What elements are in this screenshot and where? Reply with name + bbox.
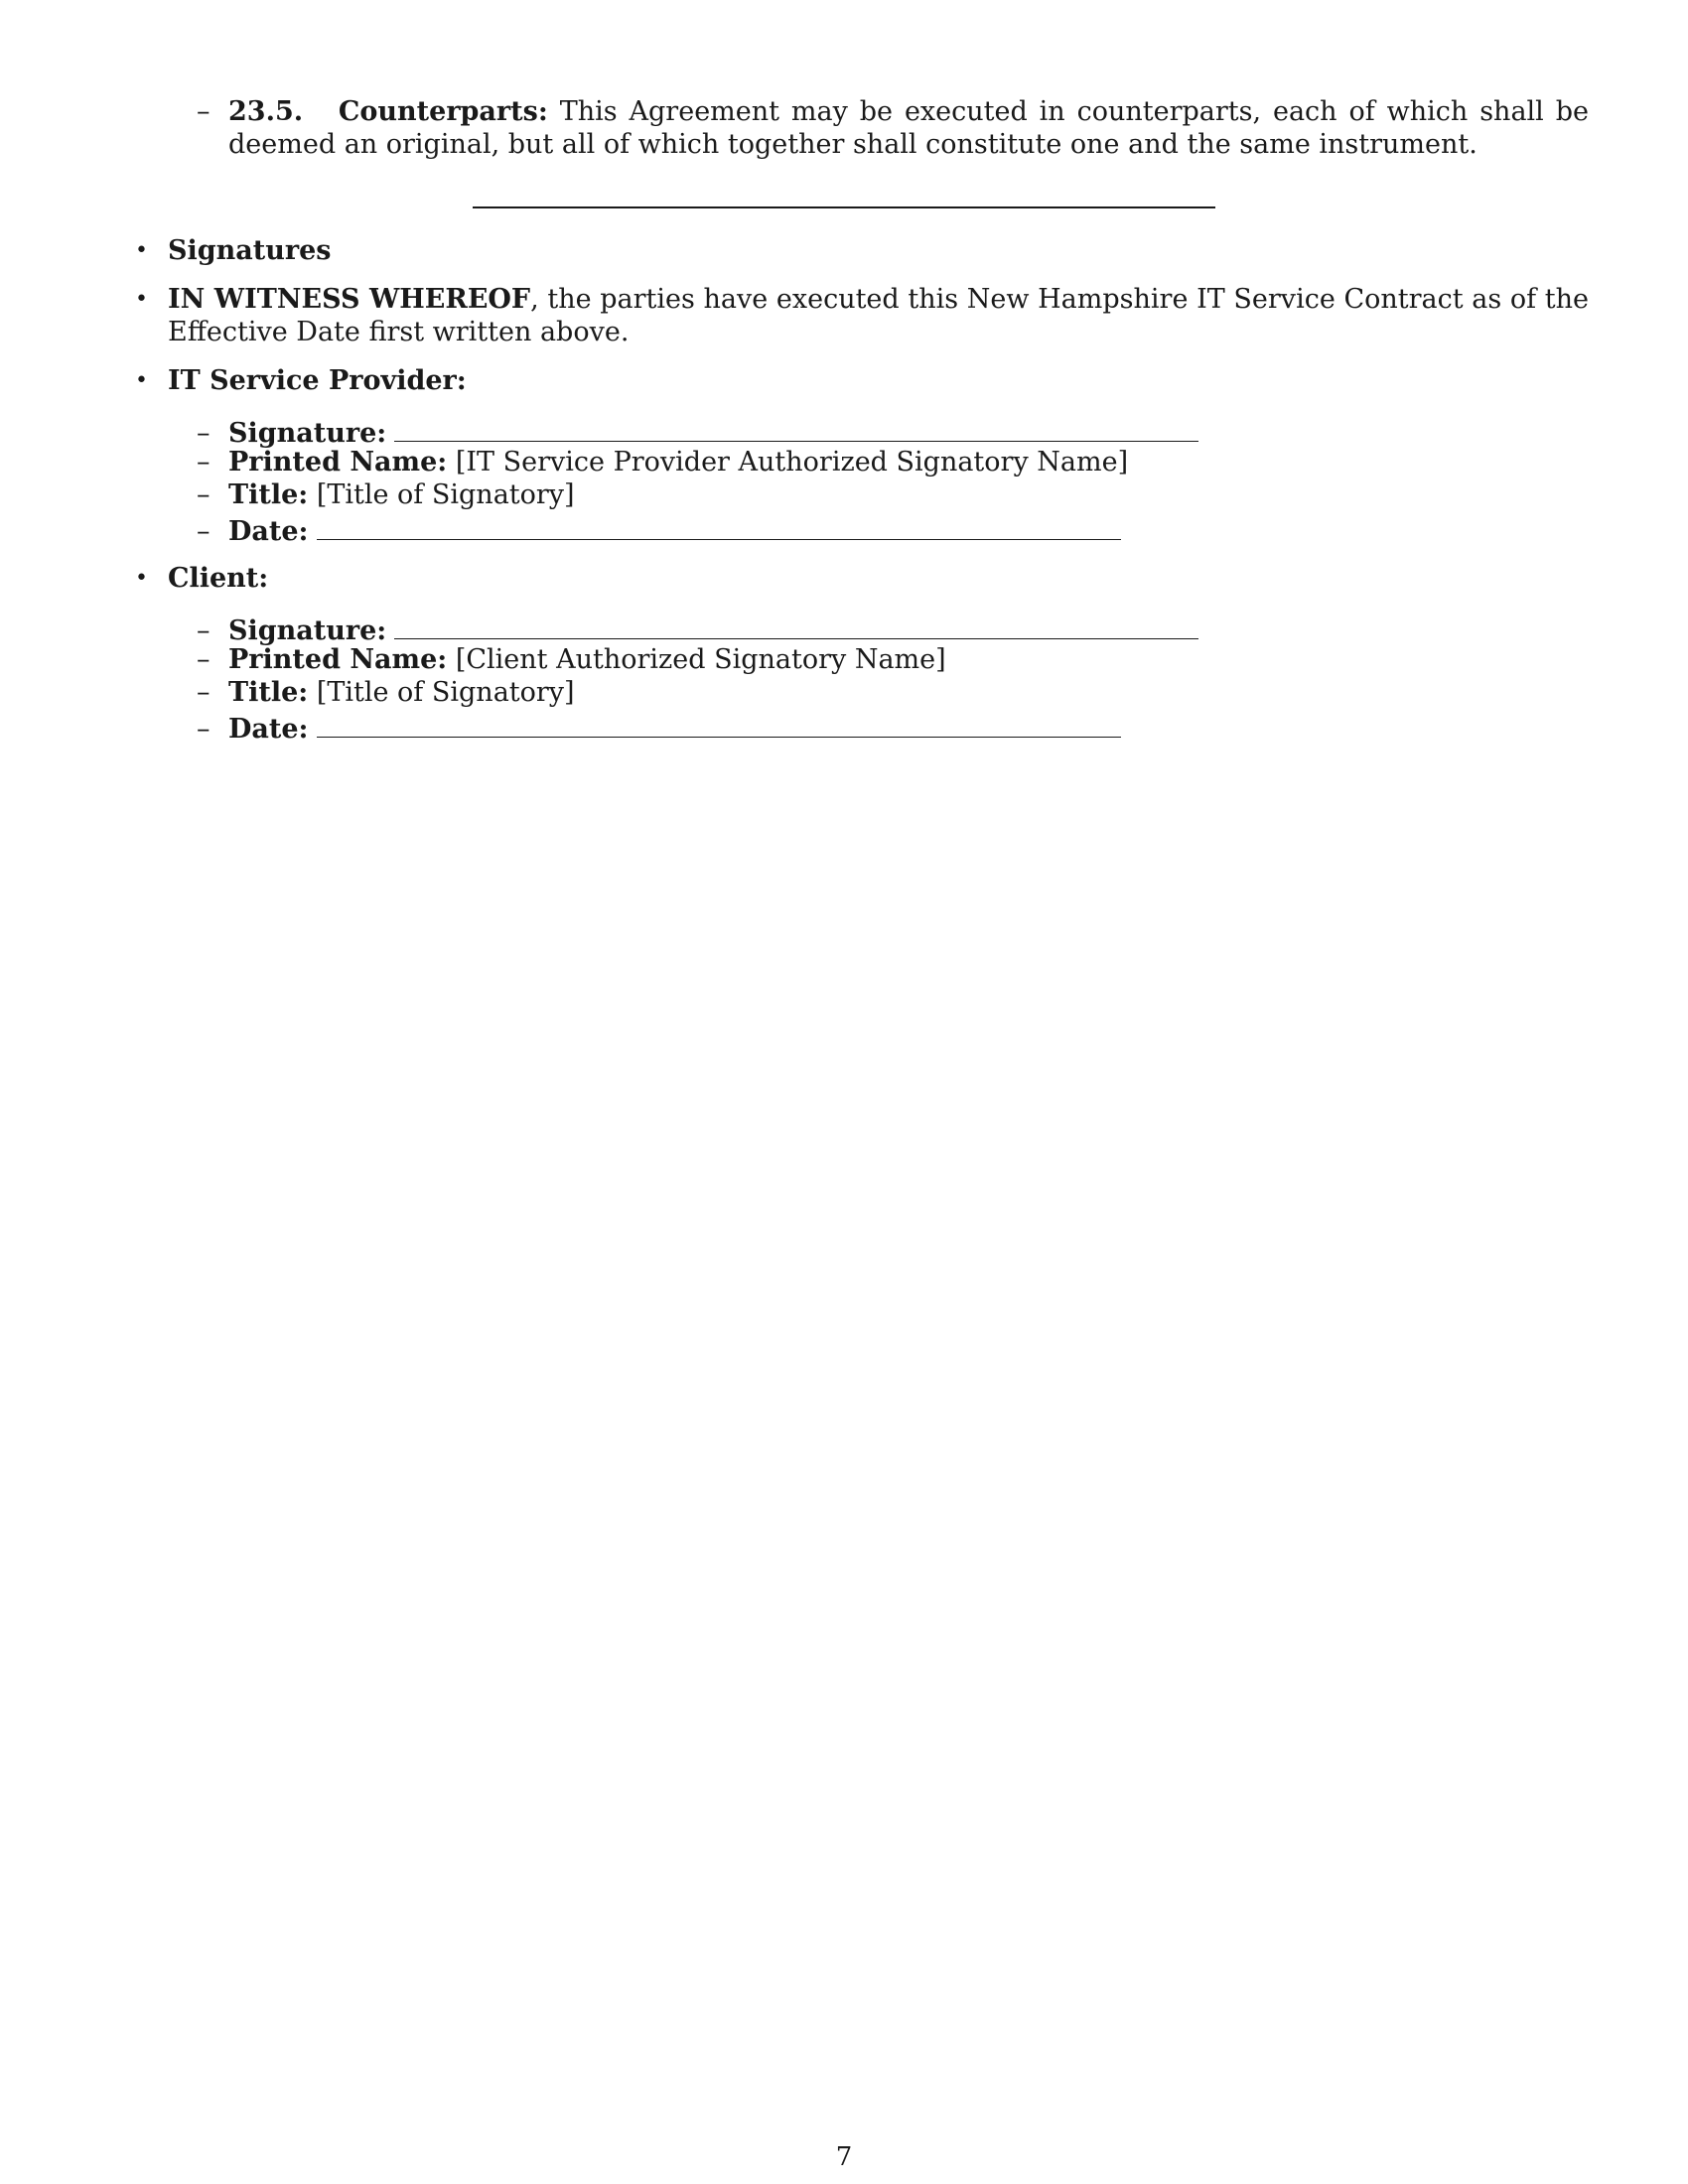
client-title-label: Title: bbox=[228, 677, 309, 708]
client-heading: Client: bbox=[168, 563, 269, 594]
provider-date-row bbox=[197, 511, 1121, 548]
bullet-icon: • bbox=[135, 238, 148, 263]
witness-paragraph bbox=[168, 283, 1589, 348]
clause-body bbox=[228, 95, 1589, 161]
list-dash: – bbox=[197, 418, 211, 449]
client-signature-line[interactable] bbox=[394, 611, 1198, 639]
list-dash: – bbox=[197, 96, 211, 127]
list-dash: – bbox=[197, 516, 211, 547]
provider-title-row bbox=[197, 478, 575, 511]
client-date-row bbox=[197, 709, 1121, 746]
signatures-heading: Signatures bbox=[168, 235, 332, 266]
client-printed-name-label: Printed Name: bbox=[228, 644, 448, 675]
provider-date-line[interactable] bbox=[317, 511, 1121, 540]
provider-title-label: Title: bbox=[228, 479, 309, 510]
provider-signature-row bbox=[197, 413, 1198, 450]
witness-lead: IN WITNESS WHEREOF bbox=[168, 284, 531, 315]
provider-title-value: [Title of Signatory] bbox=[316, 479, 575, 510]
client-signature-row bbox=[197, 611, 1198, 647]
bullet-icon: • bbox=[135, 368, 148, 393]
list-dash: – bbox=[197, 447, 211, 478]
section-divider bbox=[473, 206, 1215, 208]
clause-counterparts bbox=[197, 95, 1589, 161]
list-dash: – bbox=[197, 615, 211, 646]
client-title-value: [Title of Signatory] bbox=[316, 677, 575, 708]
clause-number: 23.5. bbox=[228, 96, 304, 127]
provider-heading: IT Service Provider: bbox=[168, 365, 467, 396]
provider-printed-name-row bbox=[197, 446, 1128, 478]
bullet-icon: • bbox=[135, 566, 148, 591]
clause-text: This Agreement may be executed in counterparts, each of which shall be deemed an original, but all of which together shall constitute one and the same instrument. bbox=[228, 96, 1589, 160]
provider-printed-name-label: Printed Name: bbox=[228, 447, 448, 478]
client-printed-name-row bbox=[197, 643, 946, 676]
client-printed-name-value: [Client Authorized Signatory Name] bbox=[455, 644, 946, 675]
provider-signature-line[interactable] bbox=[394, 413, 1198, 442]
provider-printed-name-value: [IT Service Provider Authorized Signatory Name] bbox=[455, 447, 1129, 478]
provider-signature-label: Signature: bbox=[228, 418, 387, 449]
client-signature-label: Signature: bbox=[228, 615, 387, 646]
witness-text: , the parties have executed this New Hampshire IT Service Contract as of the Effective Date first written above. bbox=[168, 284, 1590, 347]
provider-date-label: Date: bbox=[228, 516, 309, 547]
list-dash: – bbox=[197, 644, 211, 675]
list-dash: – bbox=[197, 677, 211, 708]
clause-heading: Counterparts: bbox=[338, 96, 548, 127]
client-title-row bbox=[197, 676, 575, 709]
list-dash: – bbox=[197, 479, 211, 510]
client-date-label: Date: bbox=[228, 714, 309, 745]
client-date-line[interactable] bbox=[317, 709, 1121, 738]
list-dash: – bbox=[197, 714, 211, 745]
page-number: 7 bbox=[835, 2142, 853, 2172]
bullet-icon: • bbox=[135, 287, 148, 312]
